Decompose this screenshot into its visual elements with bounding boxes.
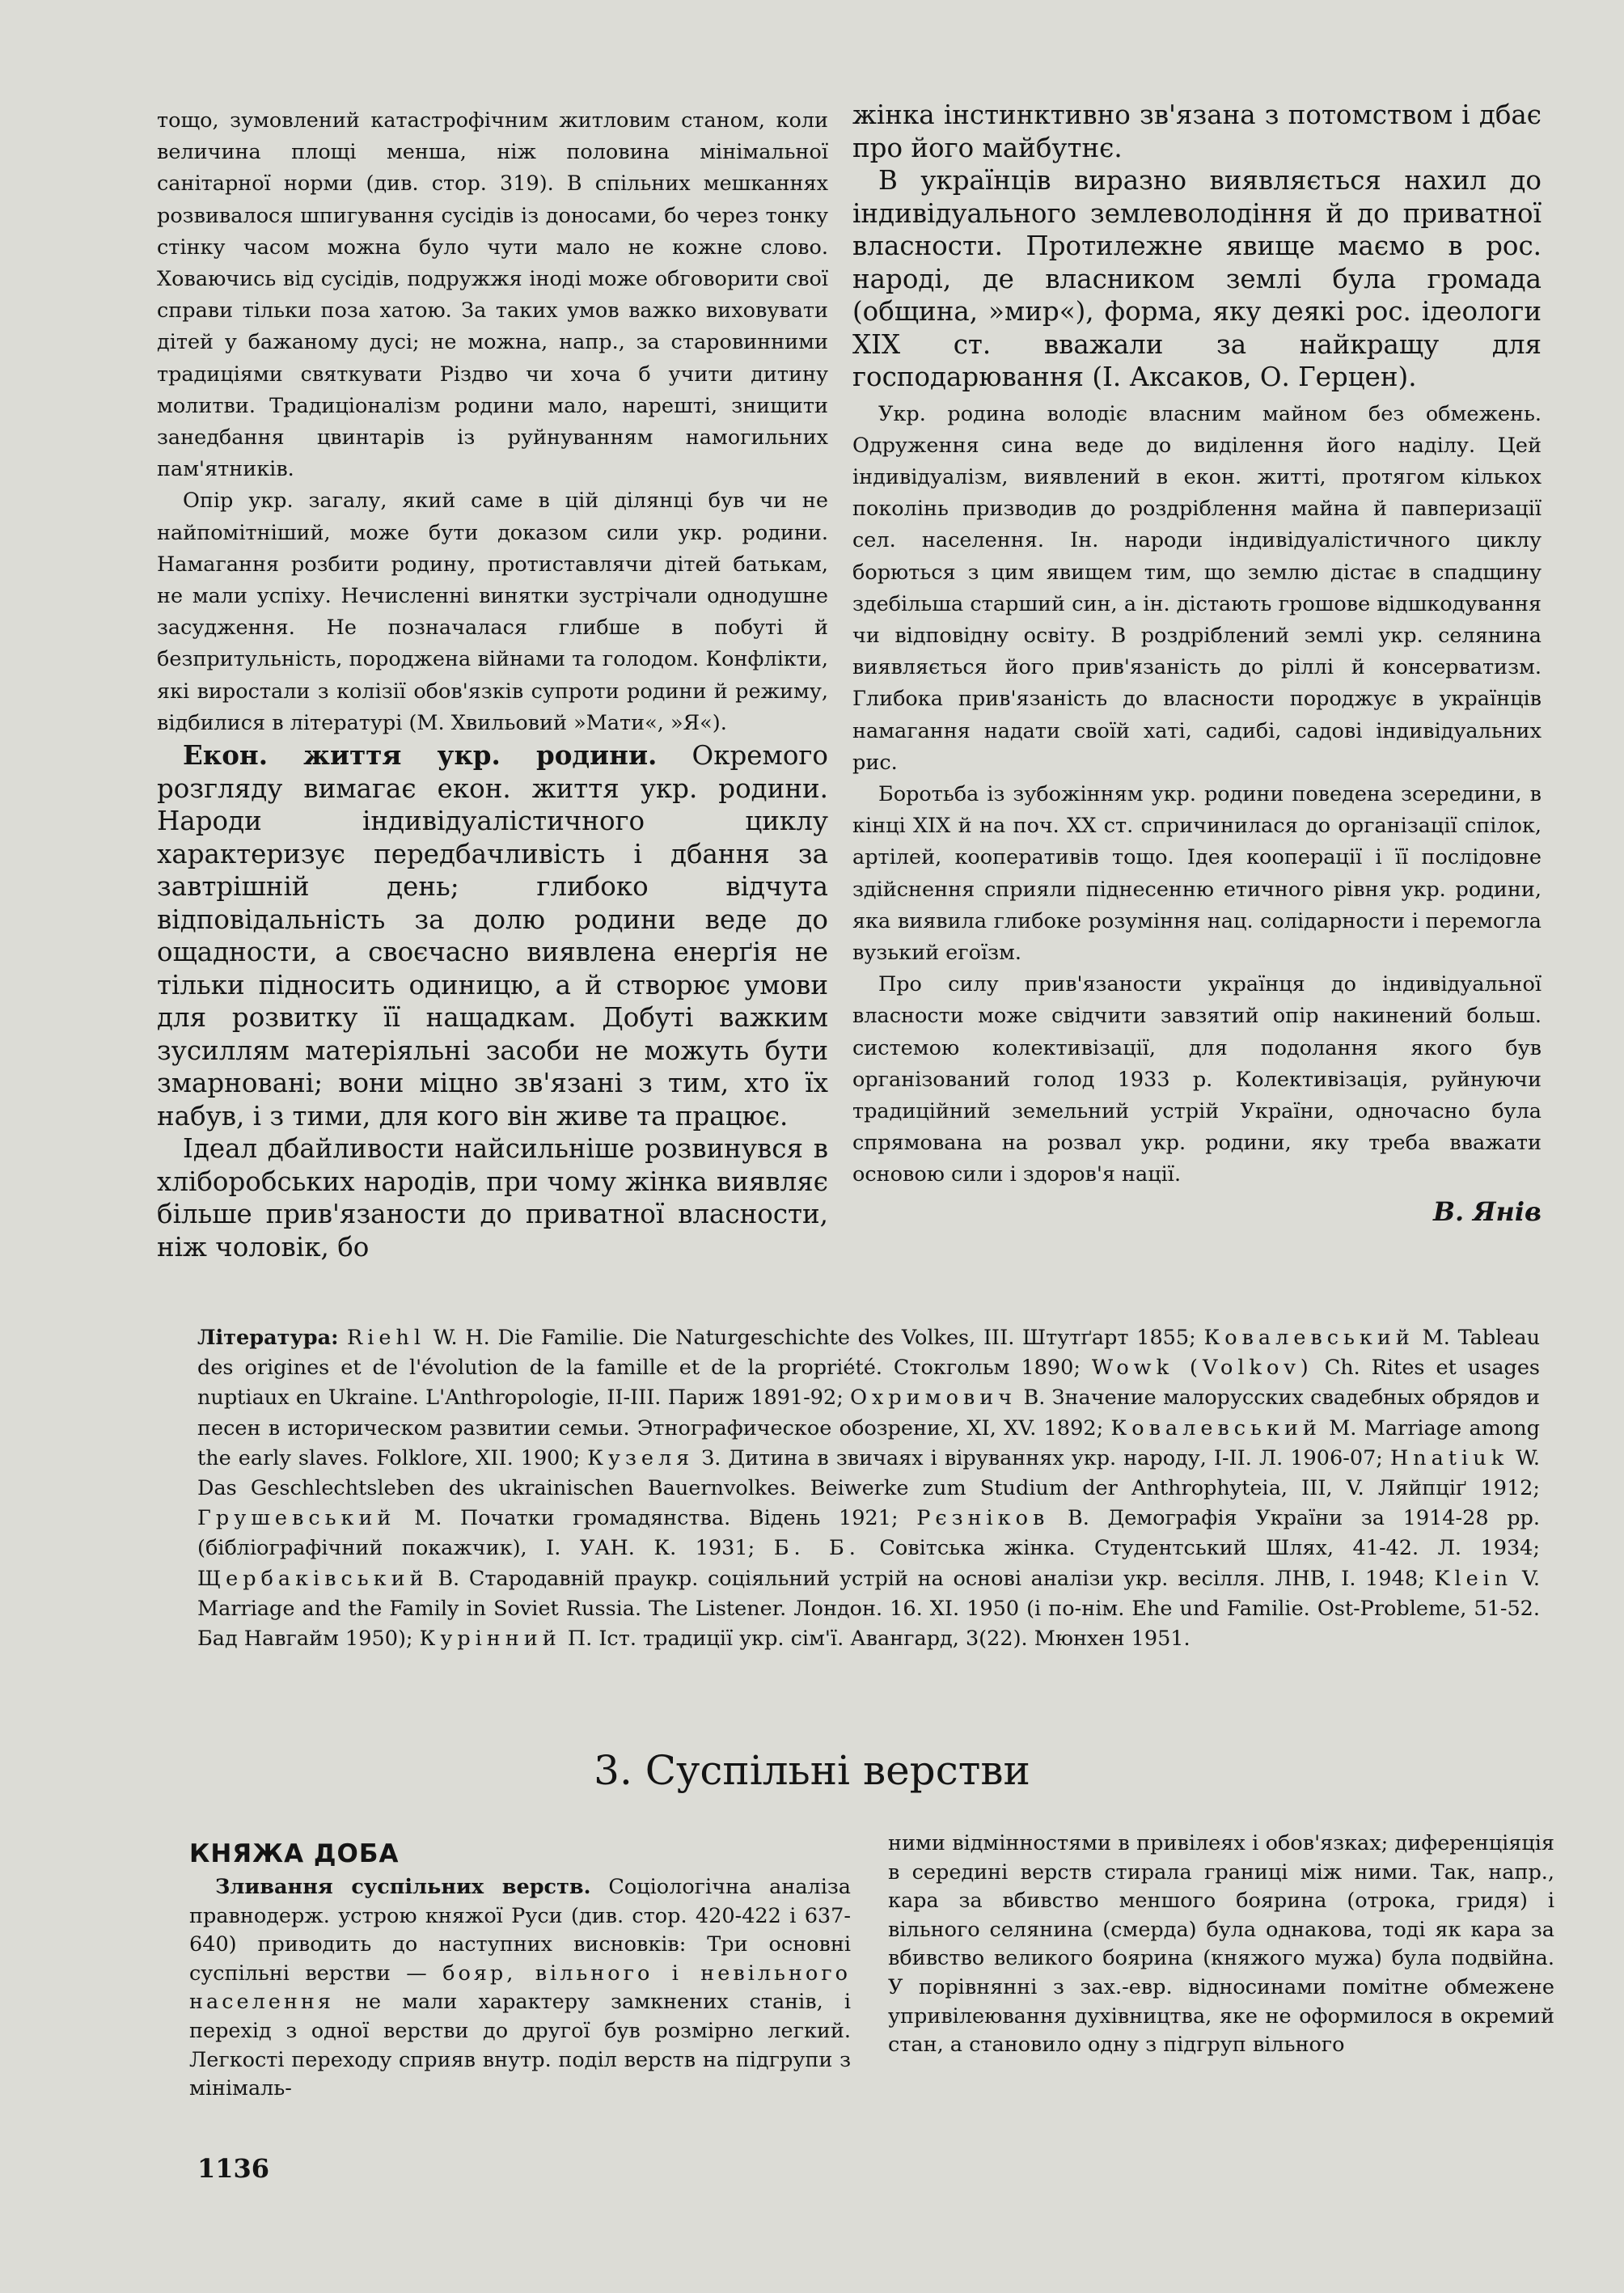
- article-left-column: [157, 105, 828, 1263]
- literature-author: Рєзніков: [916, 1506, 1050, 1531]
- section-title: 3. Суспільні верстви: [594, 1747, 1030, 1794]
- article-right-column: [852, 99, 1542, 1227]
- article-paragraph: жінка інстинктивно зв'язана з потомством і дбає про його майбутнє.: [852, 99, 1542, 163]
- literature-entry: П. Іст. традиції укр. сім'ї. Авангард, 3(22). Мюнхен 1951.: [560, 1627, 1191, 1652]
- literature-entry: Совітська жінка. Студентський Шлях, 41-42. Л. 1934;: [860, 1536, 1540, 1561]
- literature-entry: В. Демографія України за 1914-28 рр. (бібліографічний покажчик), І. УАН. К. 1931;: [197, 1506, 1540, 1561]
- article-paragraph: Ідеал дбайливости найсильніше розвинувся в хліборобських народів, при чому жінка виявляє більше прив'язаности до приватної власности, ніж чоловік, бо: [157, 1133, 828, 1263]
- literature-author: Riehl: [347, 1326, 426, 1350]
- merging-text-before: Соціологічна аналіза правнодерж. устрою княжої Руси (див. стор. 420-422 і 637-640) приводить до наступних висновків: Три основні суспільні верстви —: [189, 1875, 851, 1986]
- literature-entry: В. Значение малорусских свадебных обрядов и песен в историческом развитии семьи. Этнографическое обозрение, XI, XV. 1892;: [197, 1386, 1540, 1441]
- literature-entry: В. Стародавній праукр. соціяльний устрій на основі аналізи укр. весілля. ЛНВ, І. 1948;: [428, 1566, 1435, 1591]
- literature-author: Б. Б.: [773, 1536, 861, 1561]
- literature-author: Wowk (Volkov): [1091, 1356, 1313, 1381]
- economic-life-text: Окремого розгляду вимагає екон. життя укр. родини. Народи індивідуалістичного циклу характеризує передбачливість і дбання за завтрішній день; глибоко відчута відповідальність за долю родини веде до ощадности, а своєчасно виявлена енерґія не тільки підносить одиницю, а й створює умови для розвитку її нащадкам. Добуті важким зусиллям матеріяльні засоби не можуть бути змарновані; вони міцно зв'язані з тим, хто їх набув, і з тими, для кого він живе та працює.: [157, 740, 828, 1132]
- merging-text-after: не мали характеру замкнених станів, і перехід з одної верстви до другої був розмірно легкий. Легкості переходу сприяв внутр. поділ верств на підгрупи з мінімаль-: [189, 1990, 851, 2101]
- strata-list: бояр, вільного і невільного населення: [189, 1961, 851, 2015]
- literature-entry: Ch. Rites et usages nuptiaux en Ukraine. L'Anthropologie, II-III. Париж 1891-92;: [197, 1356, 1541, 1411]
- literature-entry: V. Marriage and the Family in Soviet Russia. The Listener. Лондон. 16. XI. 1950 (і по-нім. Ehe und Familie. Ost-Probleme, 51-52. Бад Навгайм 1950);: [197, 1566, 1541, 1652]
- section-left-column: [189, 1838, 851, 2104]
- literature-author: Щербаківський: [197, 1566, 429, 1591]
- merging-subheading: Зливання суспільних верств.: [215, 1875, 591, 1899]
- article-author: В. Янів: [1432, 1195, 1542, 1227]
- section-right-column: [888, 1830, 1554, 2060]
- era-heading: КНЯЖА ДОБА: [189, 1839, 400, 1868]
- article-paragraph: ними відмінностями в привілеях і обов'язках; диференціяція в середині верств стирала границі між ними. Так, напр., кара за вбивство меншого боярина (отрока, гридя) і вільного селянина (смерда) була однакова, тоді як кара за вбивство великого боярина (княжого мужа) була подвійна. У порівнянні з зах.-евр. відносинами помітне обмежене упривілеювання духівництва, яке не оформилося в окремий стан, а становило одну з підгруп вільного: [888, 1831, 1554, 2058]
- article-paragraph: Укр. родина володіє власним майном без обмежень. Одруження сина веде до виділення його наділу. Цей індивідуалізм, виявлений в екон. житті, протягом кількох поколінь призводив до роздріблення майна й павперизації сел. населення. Ін. народи індивідуалістичного циклу борються з цим явищем тим, що землю дістає в спадщину здебільша старший син, а ін. дістають грошове відшкодування чи відповідну освіту. В роздріблений землі укр. селянина виявляється його прив'язаність до ріллі й консерватизм. Глибока прив'язаність до власности породжує в українців намагання надати своїй хаті, садибі, садові індивідуальних рис.: [852, 401, 1542, 775]
- literature-entry: W. H. Die Familie. Die Naturgeschichte des Volkes, III. Штутґарт 1855;: [425, 1326, 1204, 1350]
- article-paragraph: В українців виразно виявляється нахил до індивідуального землеволодіння й до приватної власности. Протилежне явище маємо в рос. народі, де власником землі була громада (община, »мир«), форма, яку деякі рос. ідеологи XIX ст. вважали за найкращу для господарювання (І. Аксаков, О. Герцен).: [852, 165, 1542, 392]
- literature-author: Курінний: [419, 1627, 561, 1652]
- literature-entry: M. Tableau des origines et de l'évolution de la famille et de la propriété. Стокгольм 1890;: [197, 1326, 1540, 1381]
- literature-author: Klein: [1434, 1566, 1513, 1591]
- literature-entry: М. Початки громадянства. Відень 1921;: [395, 1506, 917, 1531]
- literature-entry: М. Marriage among the early slaves. Folklore, XII. 1900;: [197, 1415, 1540, 1470]
- economic-life-subheading: Екон. життя укр. родини.: [183, 739, 658, 772]
- literature-entry: W. Das Geschlechtsleben des ukrainischen Bauernvolkes. Beiwerke zum Studium der Anthrophyteia, III, V. Ляйпціґ 1912;: [197, 1445, 1540, 1501]
- merging-paragraph: [189, 1873, 851, 2104]
- literature-list: [197, 1323, 1540, 1654]
- literature-entry: З. Дитина в звичаях і віруваннях укр. народу, I-II. Л. 1906-07;: [694, 1445, 1390, 1470]
- literature-author: Hnatiuk: [1389, 1445, 1509, 1470]
- literature-author: Ковалевський: [1203, 1326, 1415, 1350]
- article-paragraph: тощо, зумовлений катастрофічним житловим станом, коли величина площі менша, ніж половина мінімальної санітарної норми (див. стор. 319). В спільних мешканнях розвивалося шпигування сусідів із доносами, бо через тонку стінку часом можна було чути мало не кожне слово. Ховаючись від сусідів, подружжя іноді може обговорити свої справи тільки поза хатою. За таких умов важко виховувати дітей у бажаному дусі; не можна, напр., за старовинними традиціями святкувати Різдво чи хоча б учити дитину молитви. Традиціоналізм родини мало, нарешті, знищити занедбання цвинтарів із руйнуванням намогильних пам'ятників.: [157, 108, 828, 482]
- literature-author: Ковалевський: [1110, 1415, 1322, 1441]
- article-paragraph: Боротьба із зубожінням укр. родини поведена зсередини, в кінці XIX й на поч. XX ст. спричинилася до організації спілок, артілей, кооперативів тощо. Ідея кооперації і її послідовне здійснення сприяли піднесенню етичного рівня укр. родини, яка виявила глибоке розуміння нац. солідарности і перемогла вузький егоїзм.: [852, 781, 1542, 965]
- literature-author: Грушевський: [197, 1506, 396, 1531]
- literature-label: Література:: [197, 1326, 348, 1350]
- page-number: 1136: [197, 2153, 270, 2184]
- article-paragraph: Про силу прив'язаности українця до індивідуальної власности може свідчити завзятий опір накинений больш. системою колективізації, для подолання якого був організований голод 1933 р. Колективізація, руйнуючи традиційний земельний устрій України, одночасно була спрямована на розвал укр. родини, яку треба вважати основою сили і здоров'я нації.: [852, 972, 1542, 1187]
- economic-life-paragraph: [157, 739, 828, 1132]
- literature-author: Кузеля: [587, 1445, 695, 1470]
- literature-author: Охримович: [850, 1386, 1017, 1411]
- article-paragraph: Опір укр. загалу, який саме в цій ділянці був чи не найпомітніший, може бути доказом сили укр. родини. Намагання розбити родину, протиставлячи дітей батькам, не мали успіху. Нечисленні винятки зустрічали однодушне засудження. Не позначалася глибше в побуті й безпритульність, породжена війнами та голодом. Конфлікти, які виростали з колізії обов'язків супроти родини й режиму, відбилися в літературі (М. Хвильовий »Мати«, »Я«).: [157, 489, 828, 735]
